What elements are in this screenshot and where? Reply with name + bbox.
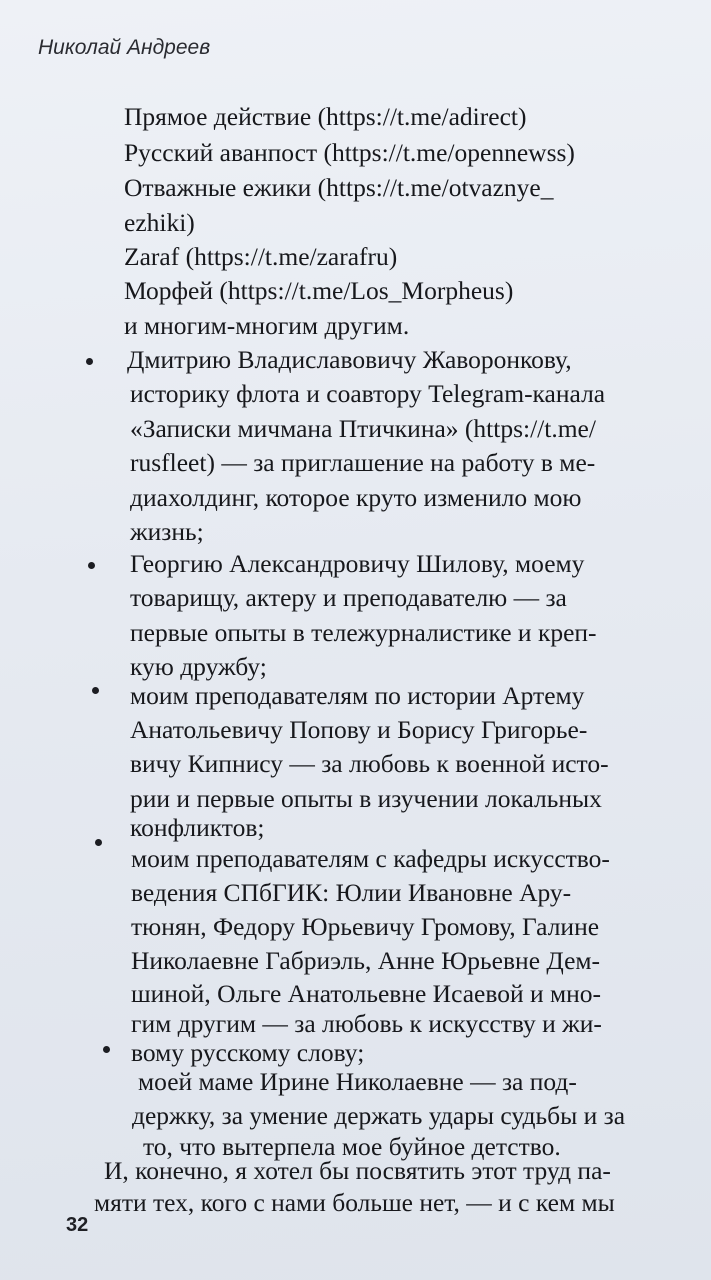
text-line: Русский аванпост (https://t.me/opennewss) xyxy=(124,138,575,167)
list-bullet xyxy=(88,562,95,569)
text-line: тюнян, Федору Юрьевичу Громову, Галине xyxy=(131,912,600,941)
text-line: Анатольевичу Попову и Борису Григорье- xyxy=(130,715,588,744)
text-line: диахолдинг, которое круто изменило мою xyxy=(130,483,582,512)
text-line: историку флота и соавтору Telegram-канала xyxy=(130,379,606,408)
text-line: моим преподавателям с кафедры искусство- xyxy=(131,844,610,873)
text-line: гим другим — за любовь к искусству и жи- xyxy=(131,1009,602,1038)
text-line: Николаевне Габриэль, Анне Юрьевне Дем- xyxy=(131,946,601,975)
text-line: ведения СПбГИК: Юлии Ивановне Ару- xyxy=(131,878,572,907)
text-line: моим преподавателям по истории Артему xyxy=(130,681,585,710)
list-bullet xyxy=(92,687,99,694)
text-line: товарищу, актеру и преподавателю — за xyxy=(130,583,567,612)
text-line: Прямое действие (https://t.me/adirect) xyxy=(124,102,527,131)
text-line: конфликтов; xyxy=(130,813,265,842)
text-line: Морфей (https://t.me/Los_Morpheus) xyxy=(124,276,514,305)
text-line: и многим-многим другим. xyxy=(124,311,410,340)
text-line: кую дружбу; xyxy=(130,652,267,681)
text-line: держку, за умение держать удары судьбы и за xyxy=(132,1101,626,1130)
text-line: И, конечно, я хотел бы посвятить этот труд па- xyxy=(104,1156,611,1185)
text-line: рии и первые опыты в изучении локальных xyxy=(130,784,602,813)
text-line: Георгию Александровичу Шилову, моему xyxy=(130,549,585,578)
text-line: шиной, Ольге Анатольевне Исаевой и мно- xyxy=(131,979,602,1008)
text-line: Zaraf (https://t.me/zarafru) xyxy=(124,242,398,271)
text-line: моей маме Ирине Николаевне — за под- xyxy=(138,1067,577,1096)
text-line: мяти тех, кого с нами больше нет, — и с кем мы xyxy=(94,1188,615,1217)
text-line: rusfleet) — за приглашение на работу в ме- xyxy=(130,448,596,477)
running-head: Николай Андреев xyxy=(38,36,211,59)
text-line: то, что вытерпела мое буйное детство. xyxy=(143,1132,561,1161)
text-line: ezhiki) xyxy=(124,208,195,237)
text-line: «Записки мичмана Птичкина» (https://t.me/ xyxy=(130,414,596,443)
text-line: Дмитрию Владиславовичу Жаворонкову, xyxy=(127,345,572,374)
list-bullet xyxy=(103,1046,110,1053)
text-line: вому русскому слову; xyxy=(131,1038,365,1067)
text-line: вичу Кипнису — за любовь к военной исто- xyxy=(130,749,609,778)
list-bullet xyxy=(86,358,93,365)
text-line: жизнь; xyxy=(130,517,204,546)
list-bullet xyxy=(95,839,102,846)
text-line: первые опыты в тележурналистике и креп- xyxy=(130,618,597,647)
text-line: Отважные ежики (https://t.me/otvaznye_ xyxy=(124,173,554,202)
page-number: 32 xyxy=(66,1214,89,1236)
